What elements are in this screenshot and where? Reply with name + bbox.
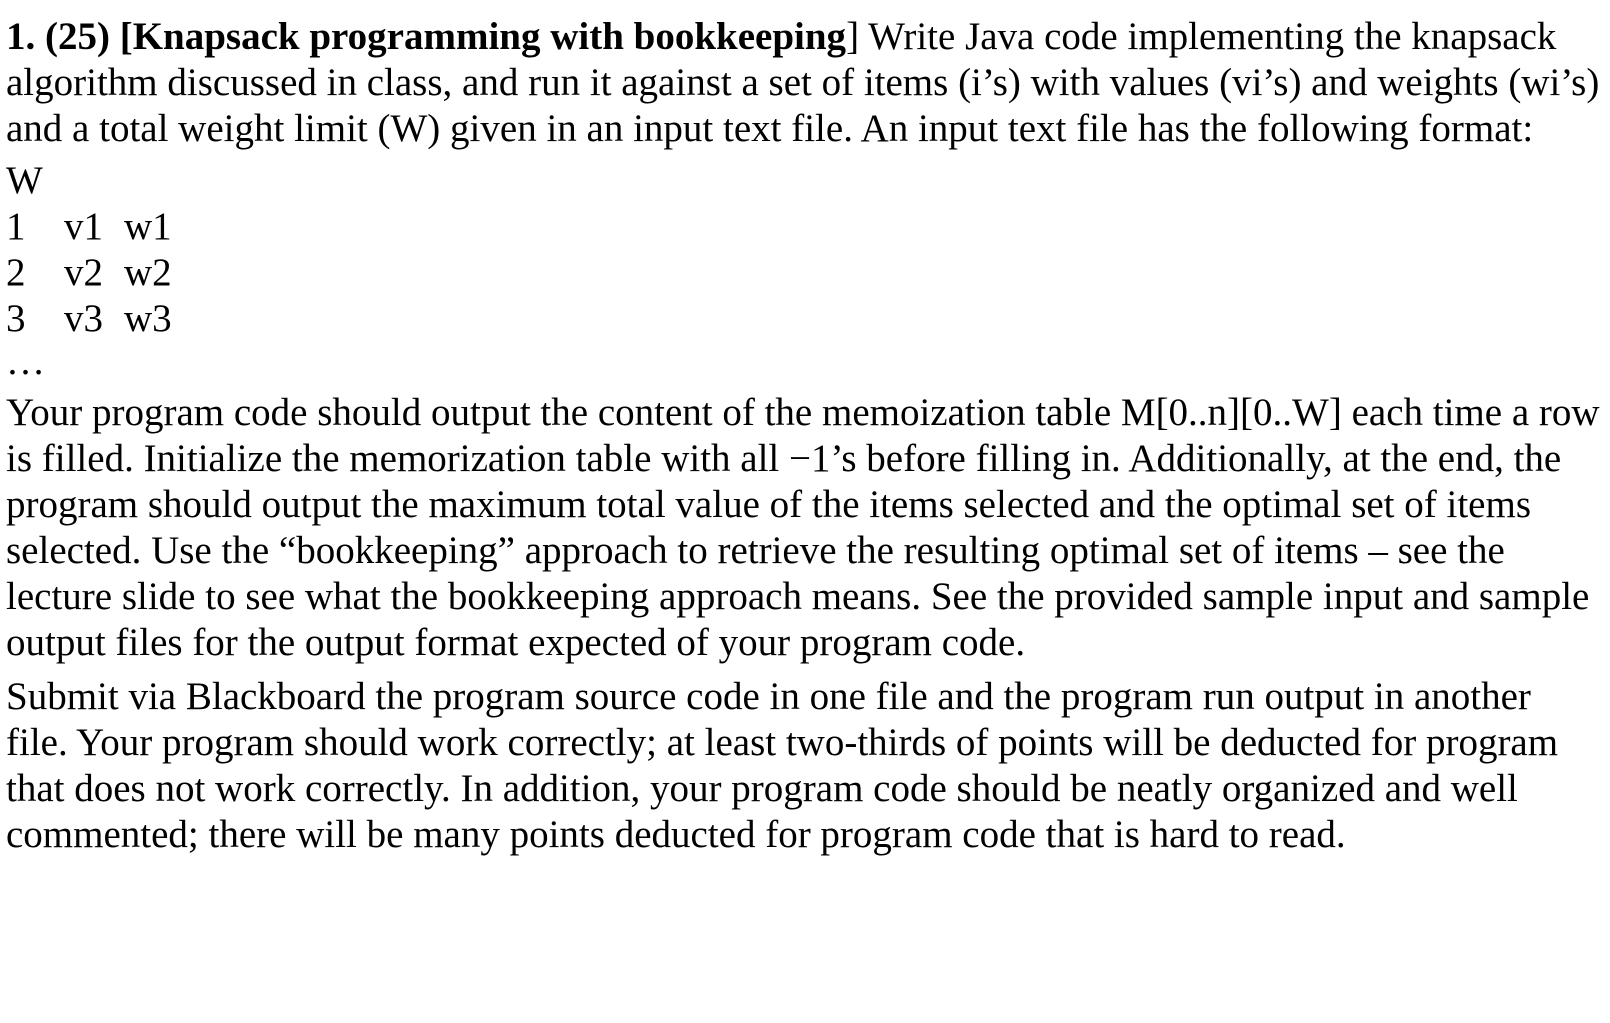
format-row: [6, 296, 1601, 342]
question-intro-paragraph: [6, 14, 1601, 152]
document-body: [6, 14, 1601, 858]
format-row: [6, 204, 1601, 250]
input-format-block: [6, 158, 1601, 390]
format-row-weight: w1: [124, 205, 172, 248]
output-requirements-paragraph: Your program code should output the content of the memoization table M[0..n][0..W] each time a row is filled. Initialize the memorization table with all −1’s before filling in. Additionally, at the end, the program should output the maximum total value of the items selected and the optimal set of items selected. Use the “bookkeeping” approach to retrieve the resulting optimal set of items – see the lecture slide to see what the bookkeeping approach means. See the provided sample input and sample output files for the output format expected of your program code.: [6, 391, 1600, 664]
question-number: 1. (25): [6, 15, 110, 58]
format-ellipsis: …: [6, 340, 45, 383]
format-row-value: v2: [64, 251, 103, 294]
format-weight-line: W: [6, 159, 43, 202]
format-row-weight: w3: [124, 297, 172, 340]
format-row-value: v3: [64, 297, 103, 340]
format-row-value: v1: [64, 205, 103, 248]
format-row-index: 2: [6, 251, 26, 294]
format-row-index: 3: [6, 297, 26, 340]
format-row-index: 1: [6, 205, 26, 248]
submission-instructions-paragraph: Submit via Blackboard the program source code in one file and the program run output in another file. Your program should work correctly; at least two-thirds of points will be deducted for program that does not work correctly. In addition, your program code should be neatly organized and well commented; there will be many points deducted for program code that is hard to read.: [6, 675, 1559, 856]
question-title: [Knapsack programming with bookkeeping: [119, 15, 847, 58]
format-row: [6, 250, 1601, 296]
question-title-close: ]: [846, 15, 860, 58]
question-intro-text: Write Java code implementing the knapsack algorithm discussed in class, and run it against a set of items (i’s) with values (vi’s) and weights (wi’s) and a total weight limit (W) given in an input text file. An input text file has the following format:: [6, 15, 1600, 150]
format-row-weight: w2: [124, 251, 172, 294]
